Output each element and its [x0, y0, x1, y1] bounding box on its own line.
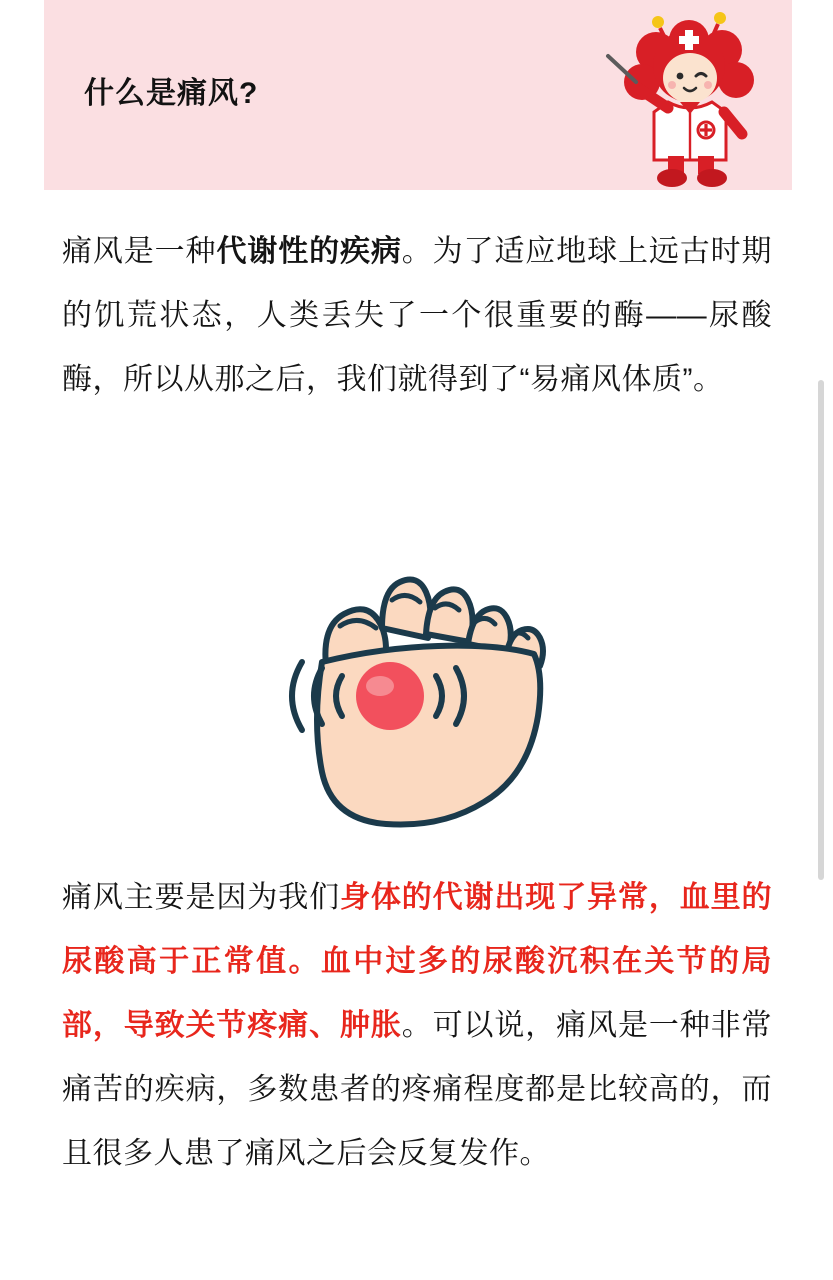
gouty-foot-illustration	[230, 516, 590, 836]
header-banner	[44, 0, 792, 190]
paragraph-cause-seg-2: 。可以说，痛风是一种非常痛苦的疾病，多数患者的疼痛程度都是比较高的，而且很多人患了痛风之后会反复发作。	[62, 1009, 772, 1170]
paragraph-intro-seg-1: 代谢性的疾病	[216, 235, 402, 268]
paragraph-cause-highlight: 身体的代谢出现了异常，血里的尿酸高于正常值。血中过多的尿酸沉积在关节的局部，导致关节疼痛、肿胀	[62, 881, 773, 1042]
scrollbar-thumb[interactable]	[818, 380, 824, 880]
doctor-mascot-icon	[602, 6, 782, 190]
paragraph-intro	[62, 220, 772, 412]
paragraph-cause	[62, 866, 772, 1186]
paragraph-intro-seg-0: 痛风是一种	[62, 235, 217, 268]
paragraph-cause-seg-0: 痛风主要是因为我们	[62, 881, 340, 914]
vertical-scrollbar[interactable]	[821, 0, 829, 1280]
page-title: 什么是痛风?	[84, 77, 259, 110]
paragraph-intro-seg-2: 。为了适应地球上远古时期的饥荒状态，人类丢失了一个很重要的酶——尿酸酶，所以从那之后，我们就得到了“易痛风体质”。	[62, 235, 773, 396]
